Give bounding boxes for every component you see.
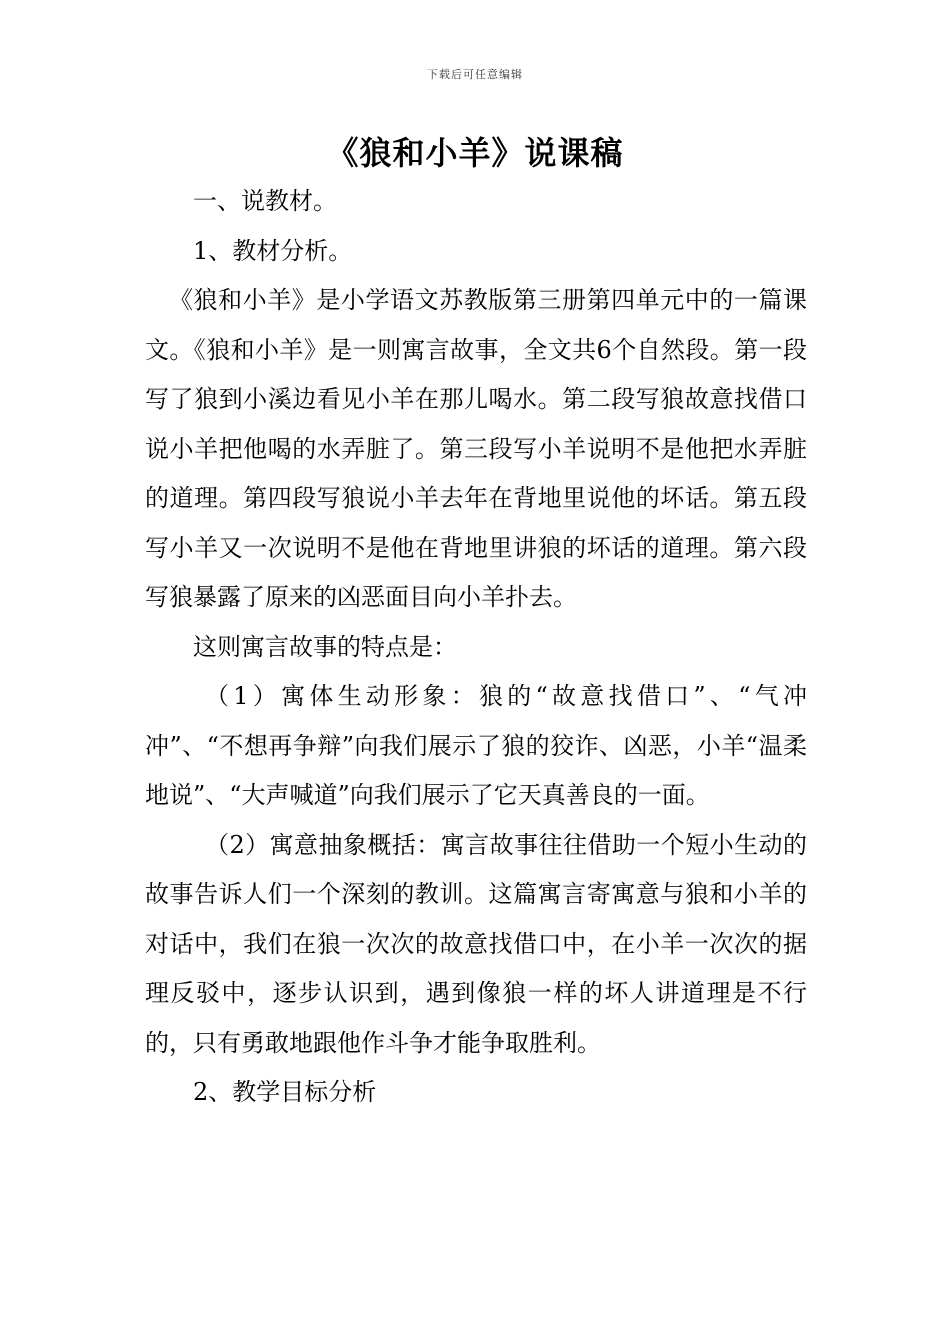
subsection-heading-1: 1、教材分析。 [193, 236, 353, 265]
header-note: 下载后可任意编辑 [427, 68, 523, 81]
section-heading-1: 一、说教材。 [193, 187, 337, 215]
document-body [145, 177, 807, 1118]
document-title: 《狼和小羊》说课稿 [326, 134, 624, 172]
paragraph-features: 这则寓言故事的特点是： [193, 632, 457, 661]
paragraph-feature-1: （1）寓体生动形象：狼的“故意找借口”、“气冲冲”、“不想再争辩”向我们展示了狼的狡诈、凶恶，小羊“温柔地说”、“大声喊道”向我们展示了它天真善良的一面。 [145, 682, 807, 809]
paragraph-feature-2: （2）寓意抽象概括：寓言故事往往借助一个短小生动的故事告诉人们一个深刻的教训。这篇寓言寄寓意与狼和小羊的对话中，我们在狼一次次的故意找借口中，在小羊一次次的据理反驳中，逐步认识到，遇到像狼一样的坏人讲道理是不行的，只有勇敢地跟他作斗争才能争取胜利。 [145, 830, 807, 1057]
subsection-heading-2: 2、教学目标分析 [193, 1078, 377, 1106]
paragraph-intro: 《狼和小羊》是小学语文苏教版第三册第四单元中的一篇课文。《狼和小羊》是一则寓言故事，全文共6个自然段。第一段写了狼到小溪边看见小羊在那儿喝水。第二段写狼故意找借口说小羊把他喝的水弄脏了。第三段写小羊说明不是他把水弄脏的道理。第四段写狼说小羊去年在背地里说他的坏话。第五段写小羊又一次说明不是他在背地里讲狼的坏话的道理。第六段写狼暴露了原来的凶恶面目向小羊扑去。 [145, 286, 807, 611]
